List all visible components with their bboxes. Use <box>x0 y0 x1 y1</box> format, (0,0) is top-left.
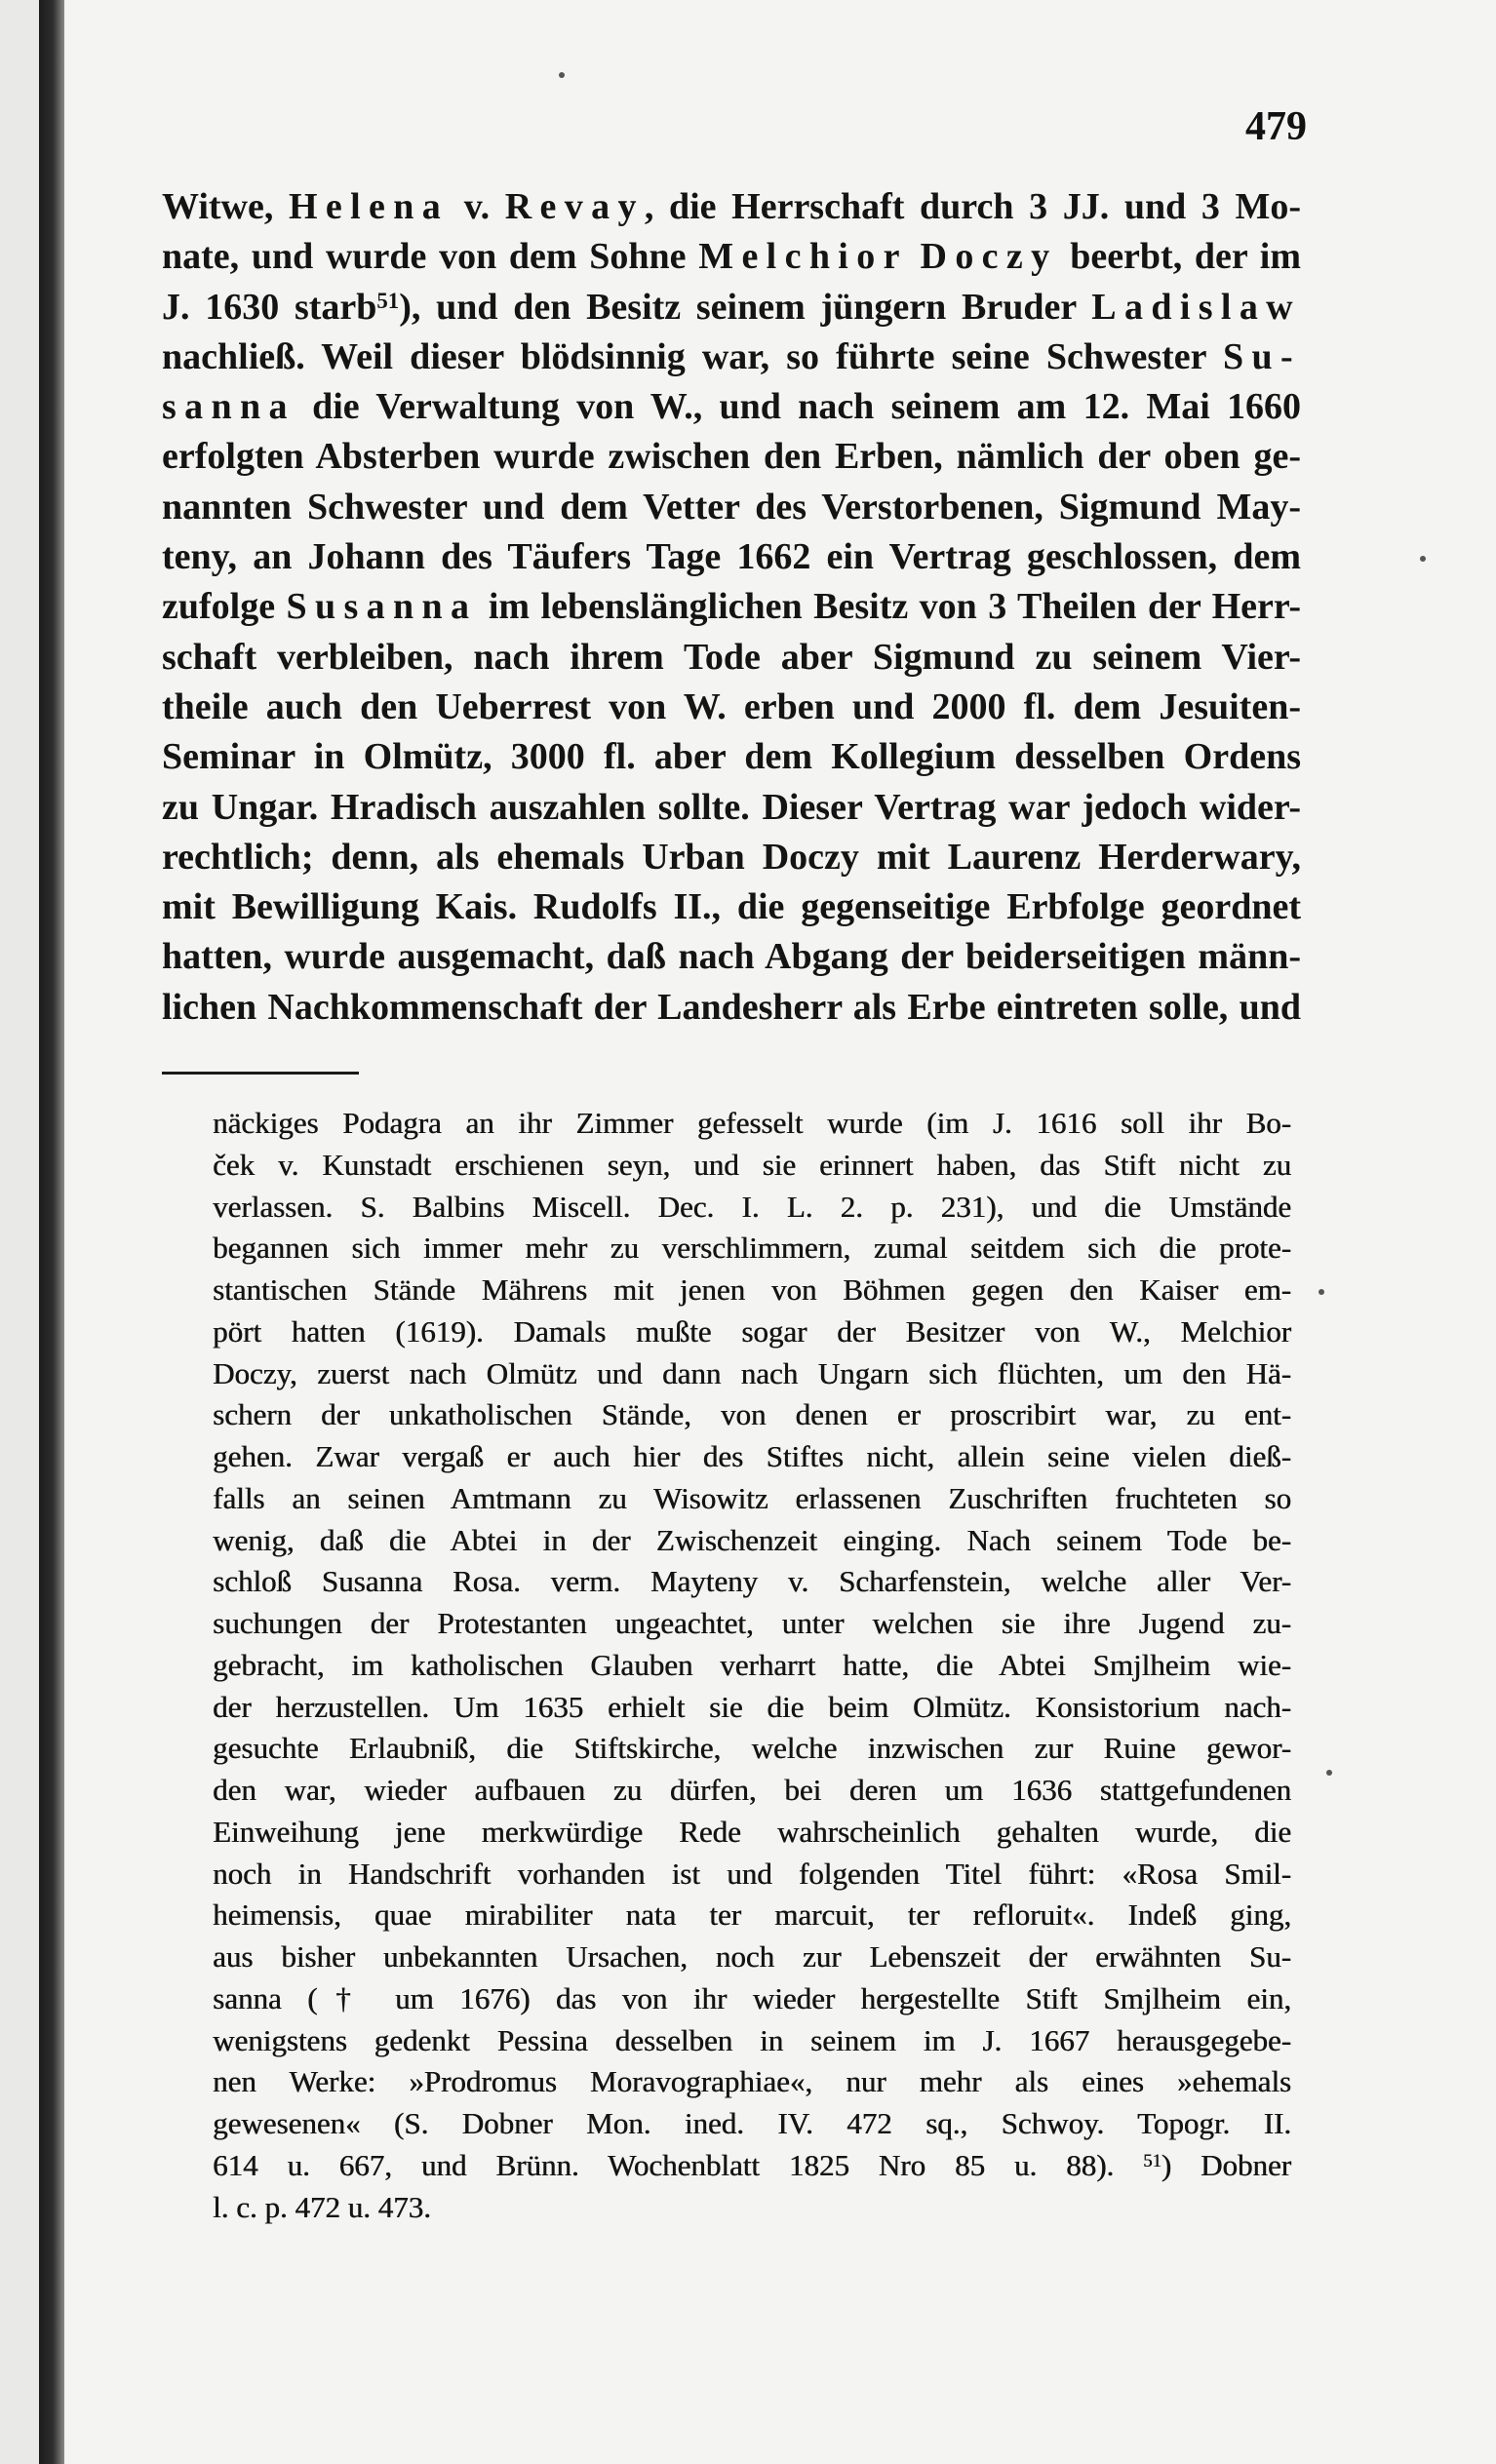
emphasized-word: Su- <box>1222 335 1301 377</box>
text-run: ), und den Besitz seinem jüngern Bruder <box>399 286 1092 328</box>
text-run: wenig, daß die Abtei in der Zwischenzeit einging. Nach seinem Tode be- <box>213 1522 1291 1557</box>
footnote-line <box>213 1687 1291 1729</box>
footnote-marker: 51 <box>1143 2151 1161 2172</box>
text-run: nannten Schwester und dem Vetter des Verstorbenen, Sigmund May- <box>162 486 1301 528</box>
footnote-line <box>213 1895 1291 1936</box>
text-run: Doczy, zuerst nach Olmütz und dann nach Ungarn sich flüchten, um den Hä- <box>213 1355 1291 1390</box>
scan-speck <box>1319 1289 1324 1295</box>
scan-margin <box>0 0 39 2464</box>
emphasized-word: Revay <box>504 186 645 227</box>
emphasized-word: Helena <box>288 186 450 227</box>
text-run: aus bisher unbekannten Ursachen, noch zur Lebenszeit der erwähnten Su- <box>213 1939 1291 1974</box>
main-text-line <box>162 932 1301 982</box>
text-run: schloß Susanna Rosa. verm. Mayteny v. Scharfenstein, welche aller Ver- <box>213 1564 1291 1599</box>
scan-speck <box>559 72 565 78</box>
footnote-line <box>213 2187 1291 2229</box>
footnote-line <box>213 1311 1291 1353</box>
text-run: suchungen der Protestanten ungeachtet, unter welchen sie ihre Jugend zu- <box>213 1606 1291 1640</box>
text-run: beerbt, der im <box>1057 236 1301 278</box>
text-run: sanna († um 1676) das von ihr wieder hergestellte Stift Smjlheim ein, <box>213 1980 1291 2015</box>
text-run: nachließ. Weil dieser blödsinnig war, so führte seine Schwester <box>162 335 1223 377</box>
text-run <box>908 236 921 277</box>
footnote-line <box>213 2145 1291 2187</box>
text-run: , die Herrschaft durch 3 JJ. und 3 Mo- <box>644 186 1301 227</box>
main-text-line <box>162 783 1301 833</box>
text-run: l. c. p. 472 u. 473. <box>213 2189 431 2224</box>
emphasized-word: Doczy <box>920 236 1058 278</box>
main-text-line <box>162 382 1301 432</box>
footnote-line <box>213 1770 1291 1812</box>
text-run: den war, wieder aufbauen zu dürfen, bei deren um 1636 stattgefundenen <box>213 1773 1291 1807</box>
text-run: gehen. Zwar vergaß er auch hier des Stiftes nicht, allein seine vielen dieß- <box>213 1439 1291 1473</box>
footnote-line <box>213 1478 1291 1520</box>
text-run: die Verwaltung von W., und nach seinem am 12. Mai 1660 <box>295 386 1301 428</box>
text-run: ) Dobner <box>1161 2147 1291 2182</box>
footnote-line <box>213 2103 1291 2145</box>
text-run: begannen sich immer mehr zu verschlimmern, zumal seitdem sich die prote- <box>213 1231 1291 1266</box>
footnotes <box>213 1103 1291 2228</box>
footnote-line <box>213 1520 1291 1562</box>
footnote-line <box>213 1936 1291 1978</box>
footnote-line <box>213 1812 1291 1854</box>
main-text-line <box>162 582 1301 632</box>
footnote-line <box>213 1103 1291 1145</box>
binding-edge <box>39 0 64 2464</box>
footnote-line <box>213 1353 1291 1395</box>
main-text-line <box>162 532 1301 582</box>
main-text-line <box>162 232 1301 282</box>
text-run: hatten, wurde ausgemacht, daß nach Abgang der beiderseitigen männ- <box>162 936 1301 978</box>
footnote-line <box>213 1978 1291 2020</box>
text-run: Witwe, <box>162 186 289 227</box>
text-run: nate, und wurde von dem Sohne <box>162 236 699 278</box>
text-run: nen Werke: »Prodromus Moravographiae«, nur mehr als eines »ehemals <box>213 2064 1291 2099</box>
footnote-line <box>213 1145 1291 1187</box>
text-run: 614 u. 667, und Brünn. Wochenblatt 1825 Nro 85 u. 88). <box>213 2147 1144 2182</box>
text-run: v. <box>449 186 505 227</box>
main-text-line <box>162 633 1301 683</box>
text-run: zufolge <box>162 586 287 628</box>
main-text-line <box>162 283 1301 332</box>
footnote-line <box>213 1603 1291 1645</box>
main-text-line <box>162 432 1301 482</box>
footnote-line <box>213 1436 1291 1478</box>
main-text-line <box>162 182 1301 232</box>
text-run: teny, an Johann des Täufers Tage 1662 ein Vertrag geschlossen, dem <box>162 536 1301 578</box>
emphasized-word: Melchior <box>698 236 908 278</box>
text-run: der herzustellen. Um 1635 erhielt sie die beim Olmütz. Konsistorium nach- <box>213 1689 1291 1724</box>
text-run: verlassen. S. Balbins Miscell. Dec. I. L. 2. p. 231), und die Umstände <box>213 1189 1291 1224</box>
text-run: noch in Handschrift vorhanden ist und folgenden Titel führt: «Rosa Smil- <box>213 1856 1291 1891</box>
text-run: rechtlich; denn, als ehemals Urban Doczy mit Laurenz Herderwary, <box>162 836 1301 878</box>
text-run: heimensis, quae mirabiliter nata ter marcuit, ter refloruit«. Indeß ging, <box>213 1897 1291 1933</box>
text-run: näckiges Podagra an ihr Zimmer gefesselt wurde (im J. 1616 soll ihr Bo- <box>213 1106 1291 1140</box>
text-run: falls an seinen Amtmann zu Wisowitz erlassenen Zuschriften fruchteten so <box>213 1480 1291 1515</box>
page-number: 479 <box>1245 104 1307 149</box>
text-run: ček v. Kunstadt erschienen seyn, und sie erinnert haben, das Stift nicht zu <box>213 1147 1291 1182</box>
footnote-line <box>213 1270 1291 1311</box>
footnote-line <box>213 1394 1291 1436</box>
footnote-line <box>213 1187 1291 1229</box>
footnote-rule <box>162 1072 359 1075</box>
footnote-line <box>213 1561 1291 1603</box>
text-run: Einweihung jene merkwürdige Rede wahrscheinlich gehalten wurde, die <box>213 1814 1291 1849</box>
text-run: schern der unkatholischen Stände, von denen er proscribirt war, zu ent- <box>213 1397 1291 1432</box>
footnote-marker: 51 <box>376 289 400 314</box>
main-text-line <box>162 833 1301 882</box>
text-run: zu Ungar. Hradisch auszahlen sollte. Dieser Vertrag war jedoch wider- <box>162 786 1301 828</box>
text-run: mit Bewilligung Kais. Rudolfs II., die gegenseitige Erbfolge geordnet <box>162 886 1301 928</box>
footnote-line <box>213 2020 1291 2062</box>
footnote-line <box>213 1228 1291 1270</box>
text-run: gewesenen« (S. Dobner Mon. ined. IV. 472 sq., Schwoy. Topogr. II. <box>213 2106 1291 2140</box>
footnote-line <box>213 1854 1291 1896</box>
text-run: gesuchte Erlaubniß, die Stiftskirche, welche inzwischen zur Ruine gewor- <box>213 1731 1291 1766</box>
emphasized-word: Susanna <box>286 586 478 628</box>
text-run: wenigstens gedenkt Pessina desselben in seinem im J. 1667 herausgegebe- <box>213 2022 1291 2057</box>
text-run: J. 1630 starb <box>162 286 377 328</box>
main-text-line <box>162 732 1301 782</box>
text-run: Seminar in Olmütz, 3000 fl. aber dem Kollegium desselben Ordens <box>162 736 1301 778</box>
text-run: stantischen Stände Mährens mit jenen von Böhmen gegen den Kaiser em- <box>213 1272 1291 1307</box>
text-run: lichen Nachkommenschaft der Landesherr als Erbe eintreten solle, und <box>162 986 1301 1028</box>
scan-speck <box>1420 556 1426 562</box>
main-text-line <box>162 983 1301 1033</box>
text-run: theile auch den Ueberrest von W. erben und 2000 fl. dem Jesuiten- <box>162 685 1301 727</box>
main-text-line <box>162 882 1301 932</box>
footnote-line <box>213 2061 1291 2103</box>
footnote-line <box>213 1728 1291 1770</box>
text-run: im lebenslänglichen Besitz von 3 Theilen der Herr- <box>477 586 1302 628</box>
main-text-line <box>162 332 1301 382</box>
main-text-line <box>162 483 1301 532</box>
text-run: gebracht, im katholischen Glauben verharrt hatte, die Abtei Smjlheim wie- <box>213 1647 1291 1682</box>
text-run: schaft verbleiben, nach ihrem Tode aber Sigmund zu seinem Vier- <box>162 636 1301 678</box>
emphasized-word: Ladislaw <box>1091 286 1301 328</box>
text-run: pört hatten (1619). Damals mußte sogar der Besitzer von W., Melchior <box>213 1313 1291 1349</box>
footnote-line <box>213 1645 1291 1687</box>
emphasized-word: sanna <box>162 386 295 428</box>
main-text-line <box>162 683 1301 732</box>
main-text <box>162 182 1301 1033</box>
scan-speck <box>1326 1770 1332 1776</box>
text-run: erfolgten Absterben wurde zwischen den Erben, nämlich der oben ge- <box>162 436 1301 478</box>
